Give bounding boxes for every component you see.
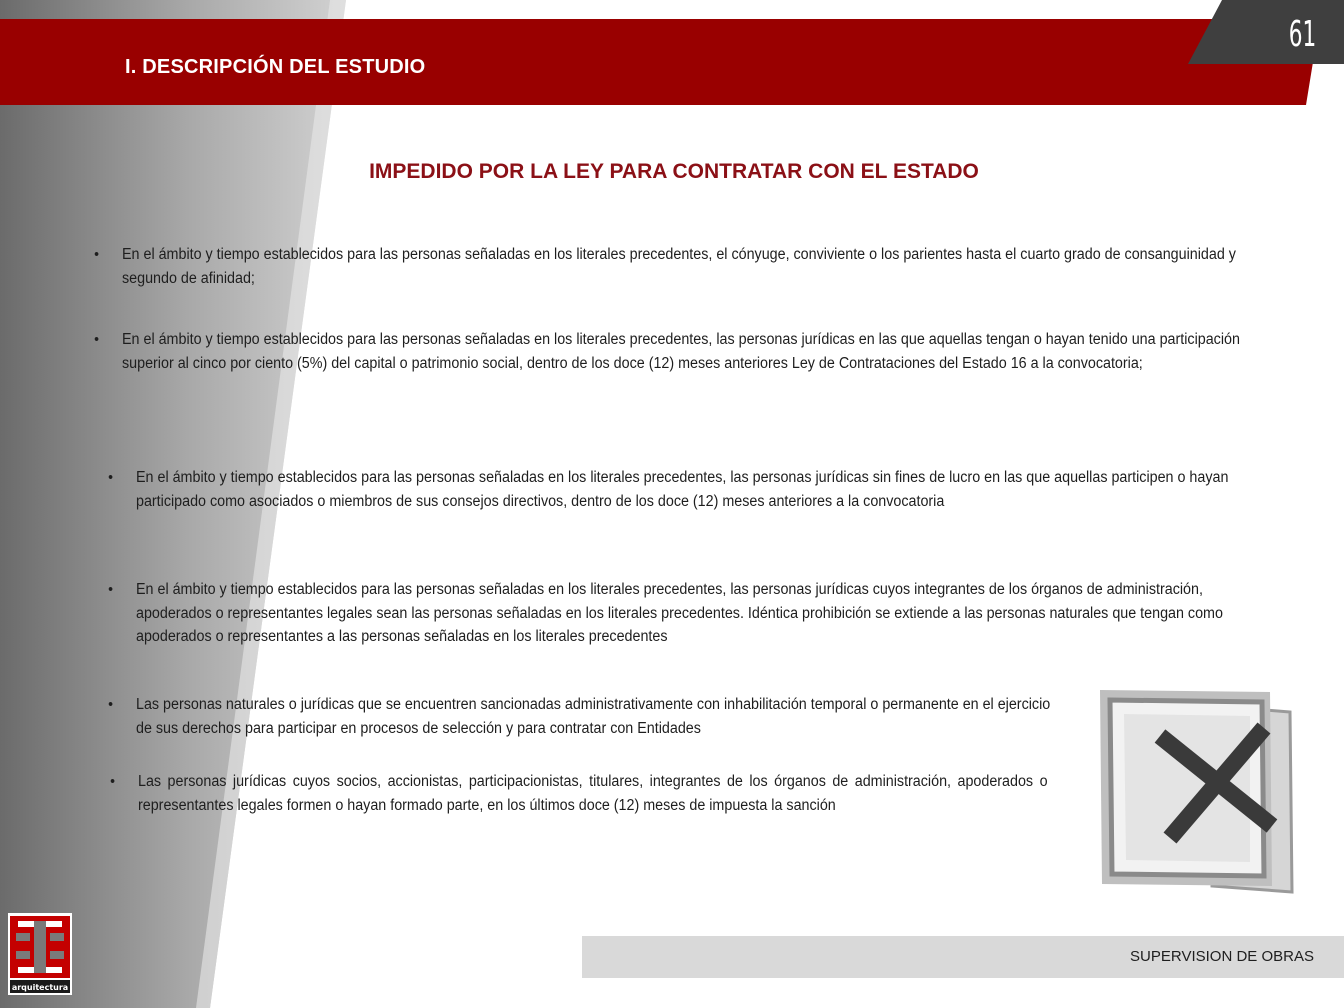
- bullet-dot-icon: •: [110, 773, 115, 790]
- page-number-tag: [1188, 0, 1344, 64]
- list-item-text: En el ámbito y tiempo establecidos para las personas señaladas en los literales precedentes, las personas jurídicas sin fines de lucro en las que aquellas participen o hayan participado como asociados o miembros de sus consejos directivos, dentro de los doce (12) meses anteriores a la convocatoria: [136, 469, 1229, 510]
- bullet-dot-icon: •: [94, 331, 99, 348]
- list-item: [108, 578, 1280, 649]
- list-item-text: En el ámbito y tiempo establecidos para las personas señaladas en los literales precedentes, las personas jurídicas cuyos integrantes de los órganos de administración, apoderados o representantes legales sean las personas señaladas en los literales precedentes. Idéntica prohibición se extiende a las personas naturales que tengan como apoderados o representantes a las personas señaladas en los literales precedentes: [136, 581, 1223, 645]
- arquitectura-logo: [8, 913, 72, 995]
- list-item: [94, 328, 1266, 375]
- list-item: [108, 693, 1066, 740]
- list-item-text: Las personas naturales o jurídicas que se encuentren sancionadas administrativamente con inhabilitación temporal o permanente en el ejercicio de sus derechos para participar en procesos de selección y para contratar con Entidades: [136, 696, 1051, 737]
- page-heading: IMPEDIDO POR LA LEY PARA CONTRATAR CON EL ESTADO: [369, 160, 979, 183]
- logo-text: arquitectura: [11, 983, 69, 992]
- list-item-text: En el ámbito y tiempo establecidos para las personas señaladas en los literales precedentes, las personas jurídicas en las que aquellas tengan o hayan tenido una participación superior al cinco por ciento (5%) del capital o patrimonio social, dentro de los doce (12) meses anteriores Ley de Contrataciones del Estado 16 a la convocatoria;: [122, 331, 1240, 372]
- bullet-dot-icon: •: [108, 581, 113, 598]
- bullet-dot-icon: •: [108, 469, 113, 486]
- list-item-text: En el ámbito y tiempo establecidos para las personas señaladas en los literales precedentes, el cónyuge, conviviente o los parientes hasta el cuarto grado de consanguinidad y segundo de afinidad;: [122, 246, 1236, 287]
- x-mark-icon: [1094, 686, 1296, 896]
- page-number: 61: [1288, 14, 1317, 55]
- footer-bar: [582, 936, 1344, 978]
- footer-label: SUPERVISION DE OBRAS: [1130, 948, 1314, 965]
- list-item: [110, 770, 1048, 817]
- list-item-text: Las personas jurídicas cuyos socios, accionistas, participacionistas, titulares, integrantes de los órganos de administración, apoderados o representantes legales formen o hayan formado parte, en los últimos doce (12) meses de impuesta la sanción: [138, 773, 1048, 814]
- list-item: [94, 243, 1266, 290]
- bullet-dot-icon: •: [94, 246, 99, 263]
- section-title: I. DESCRIPCIÓN DEL ESTUDIO: [125, 56, 426, 78]
- list-item: [108, 466, 1269, 513]
- bullet-dot-icon: •: [108, 696, 113, 713]
